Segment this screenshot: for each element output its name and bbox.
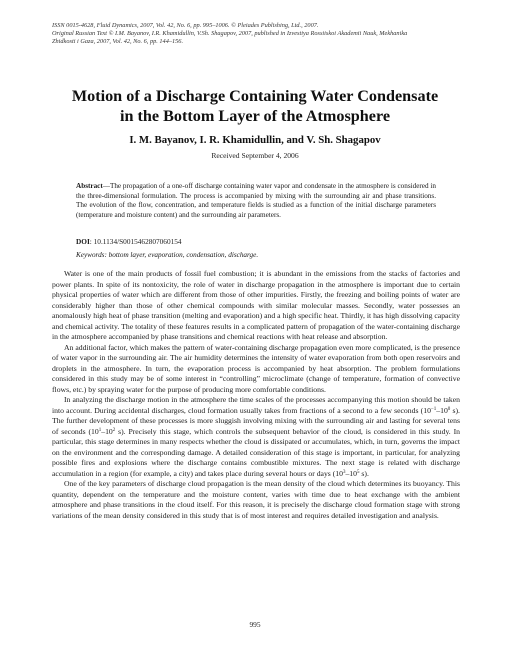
keywords: Keywords: bottom layer, evaporation, condensation, discharge. (76, 251, 259, 259)
superscript: −1 (430, 406, 437, 412)
received-date: Received September 4, 2006 (211, 151, 299, 160)
paragraph-1: Water is one of the main products of fossil fuel combustion; it is abundant in the emissions from the stacks of factories and power plants. In spite of its nontoxicity, the role of water in discharge propagation in the atmosphere is important due to certain physical properties of water which are different from those of other impurities. Firstly, the freezing and boiling points of water are considerably higher than those of other chemical compounds with similar molecular masses. Secondly, water possesses an anomalously high heat of phase transition (melting and evaporation) and a high specific heat. Thirdly, it has high dissolving capacity and chemical activity. The totality of these features results in a complicated pattern of propagation of the water-containing discharge in the atmosphere accompanied by phase transitions and chemical reactions with heat release and absorption. (52, 269, 460, 341)
superscript: 2 (112, 427, 116, 433)
superscript: 0 (447, 406, 451, 412)
paragraph-3 (52, 395, 460, 479)
abstract-label: Abstract (76, 182, 103, 190)
paper-title (0, 86, 510, 126)
header-line-2: Original Russian Text © I.M. Bayanov, I.R. Khamidullin, V.Sh. Shagapov, 2007, published in Izvestiya Rossiiskoi Akademii Nauk, Mekhanika (52, 30, 408, 37)
doi (76, 237, 182, 246)
title-line-2: in the Bottom Layer of the Atmosphere (119, 107, 391, 125)
paragraph-3-text-b: –10 (436, 405, 448, 415)
paragraph-3-text-d: –10 (101, 426, 113, 436)
journal-header (52, 22, 472, 46)
header-line-1: ISSN 0015-4628, Fluid Dynamics, 2007, Vol. 42, No. 6, pp. 995–1006. © Pleiades Publishing, Ltd., 2007. (52, 22, 319, 29)
title-line-1: Motion of a Discharge Containing Water Condensate (71, 87, 439, 105)
paragraph-3-text-c: s). The further development of these processes is more sluggish involving mixing with the surrounding air and lasting for several tens of seconds (10 (52, 405, 460, 436)
paper-authors: I. M. Bayanov, I. R. Khamidullin, and V. Sh. Shagapov (129, 134, 381, 146)
superscript: 3 (342, 469, 346, 475)
doi-value: : 10.1134/S0015462807060154 (89, 237, 182, 246)
paragraph-3-text-g: s). (359, 468, 369, 478)
paragraph-4: One of the key parameters of discharge cloud propagation is the mean density of the cloud which determines its buoyancy. This quantity, dependent on the temperature and the moisture content, varies with time due to heat exchange with the ambient atmosphere and phase transitions in the cloud itself. For this reason, it is precisely the discharge cloud formation stage with strong variations of the mean density considered in this study that is of most interest and requires detailed investigation and analysis. (52, 479, 460, 520)
page-number: 995 (249, 620, 261, 629)
header-line-3: Zhidkosti i Gaza, 2007, Vol. 42, No. 6, pp. 144–156. (52, 38, 184, 45)
paragraph-2: An additional factor, which makes the pattern of water-containing discharge propagation even more complicated, is the presence of water vapor in the surrounding air. The air humidity determines the intensity of water evaporation from both open reservoirs and droplets in the atmosphere. In turn, the evaporation process is accompanied by heat absorption. The problem formulations considered in this study may be of some interest in “controlling” microclimate (change of temperature, formation of convective flows, etc.) by spraying water for the purpose of producing more comfortable conditions. (52, 342, 460, 394)
abstract-text: —The propagation of a one-off discharge containing water vapor and condensate in the atmosphere is considered in the three-dimensional formulation. The process is accompanied by mixing with the surrounding air and phase transitions. The evolution of the flow, concentration, and temperature fields is studied as a function of the initial discharge parameters (temperature and moisture content) and the surrounding air parameters. (76, 182, 436, 219)
superscript: 1 (98, 427, 102, 433)
abstract (76, 182, 436, 220)
paragraph-3-text-f: –10 (345, 468, 357, 478)
paragraph-3-text-a: In analyzing the discharge motion in the atmosphere the time scales of the processes accompanying this motion should be taken into account. During accidental discharges, cloud formation usually takes from fractions of a second to a few seconds (10 (52, 395, 460, 415)
superscript: 5 (356, 469, 360, 475)
body-text (52, 269, 460, 521)
doi-label: DOI (76, 237, 90, 246)
paragraph-3-text-e: s). Precisely this stage, which controls the subsequent behavior of the cloud, is considered in this study. In particular, this stage determines in many respects whether the cloud is dissipated or accumulates, which, in turn, governs the impact on the environment and the corresponding damage. A detailed consideration of this stage is important, in particular, for analyzing possible fires and explosions where the discharge contains combustible mixtures. The next stage is related with discharge accumulation in a region (for example, a city) and takes place during several hours or days (10 (52, 426, 460, 478)
